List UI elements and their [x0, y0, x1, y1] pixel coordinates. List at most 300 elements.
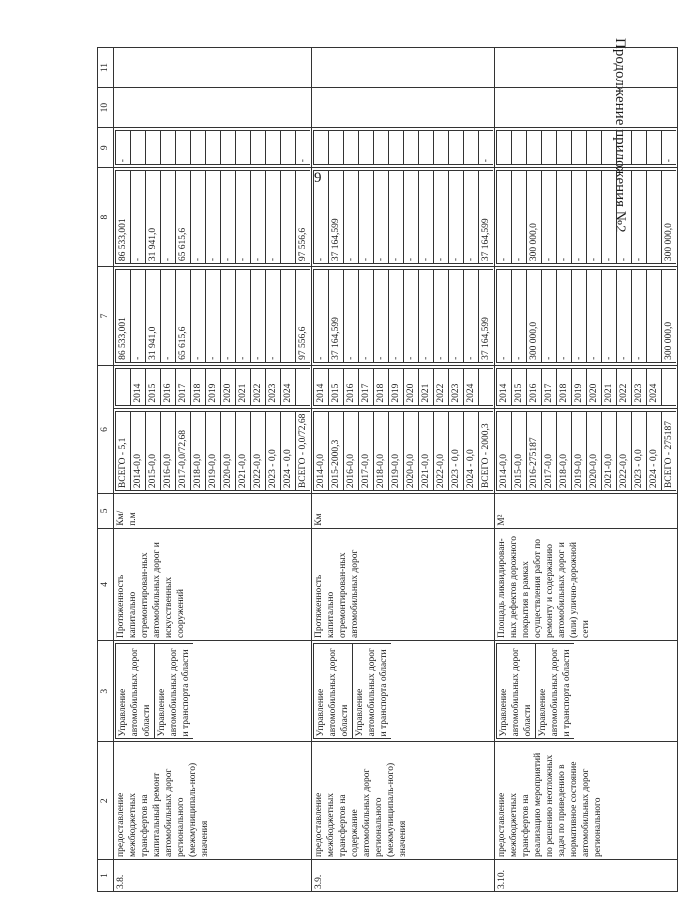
header-cell: 6 [98, 365, 114, 493]
list-row [542, 368, 557, 405]
financing-value: - [191, 270, 206, 363]
col9-value: - [116, 131, 131, 165]
list-row [557, 171, 572, 264]
header-cell: 5 [98, 494, 114, 529]
financing-value [647, 270, 662, 363]
col9-cell-list [496, 130, 676, 165]
indicator-text: Протяженность капитально отремонтирован-ных автомобильных дорог и искусственных сооружений [114, 528, 312, 640]
indicator-value: 2015-0,0 [512, 411, 527, 490]
list-row [146, 411, 161, 490]
executor-row [155, 643, 194, 738]
indicator-value: ВСЕГО - 0,0/72,68 [296, 411, 311, 490]
indicator-value: 2020-0,0 [221, 411, 236, 490]
list-row [419, 171, 434, 264]
col9-value [617, 131, 632, 165]
list-row [359, 171, 374, 264]
year-value: 2019 [572, 368, 587, 405]
year-value: 2015 [146, 368, 161, 405]
years-cell-list [496, 368, 676, 406]
financing-cell-list [496, 269, 676, 363]
list-row [464, 171, 479, 264]
list-row [389, 411, 404, 490]
col9-value [329, 131, 344, 165]
financing-cell [312, 267, 495, 366]
financing-value: - [572, 270, 587, 363]
list-row [191, 411, 206, 490]
col11-cell [495, 48, 678, 88]
header-cell: 2 [98, 742, 114, 860]
list-row [161, 270, 176, 363]
year-value: 2014 [131, 368, 146, 405]
list-row [236, 411, 251, 490]
list-row [497, 368, 512, 405]
list-row [527, 411, 542, 490]
list-row [146, 171, 161, 264]
list-row [617, 131, 632, 165]
executor-row [497, 643, 536, 738]
year-value: 2024 [647, 368, 662, 405]
financing-value: - [587, 171, 602, 264]
unit-text: М² [495, 494, 678, 529]
list-row [647, 368, 662, 405]
indicator-value: 2014-0,0 [497, 411, 512, 490]
col9-value [404, 131, 419, 165]
indicator-values-cell [114, 408, 312, 493]
list-row [344, 171, 359, 264]
financing-value: - [419, 171, 434, 264]
financing-value: - [449, 171, 464, 264]
table-row [495, 48, 678, 892]
list-row [161, 131, 176, 165]
financing-value: - [221, 171, 236, 264]
year-value [662, 368, 677, 405]
list-row [632, 171, 647, 264]
indicator-text: Протяженность капитально отремонтирован-ных автомобильных дорог [312, 528, 495, 640]
list-row [206, 270, 221, 363]
list-row [344, 270, 359, 363]
list-row [497, 411, 512, 490]
col9-value [557, 131, 572, 165]
list-row [389, 368, 404, 405]
activity-text: предоставление межбюджетных трансфертов на реализацию мероприятий по решению неотложных задач по приведению в нормативное состояние автомобильных дорог регионального [495, 742, 678, 860]
year-value: 2021 [602, 368, 617, 405]
financing-value [281, 270, 296, 363]
list-row [281, 131, 296, 165]
financing-cell-list [115, 269, 310, 363]
unit-text: Км/ п.м [114, 494, 312, 529]
financing-value [281, 171, 296, 264]
list-row [527, 270, 542, 363]
indicator-value: 2021-0,0 [419, 411, 434, 490]
financing-value: 86 533,001 [116, 270, 131, 363]
list-row [116, 368, 131, 405]
list-row [191, 368, 206, 405]
executors-list [496, 643, 574, 739]
year-value: 2021 [236, 368, 251, 405]
financing-value: - [512, 171, 527, 264]
col9-value [527, 131, 542, 165]
year-value: 2023 [632, 368, 647, 405]
list-row [266, 171, 281, 264]
header-cell: 8 [98, 168, 114, 267]
indicator-value: 2021-0,0 [236, 411, 251, 490]
col9-value [464, 131, 479, 165]
list-row [647, 411, 662, 490]
list-row [161, 411, 176, 490]
header-cell: 1 [98, 859, 114, 891]
continuation-text: Продолжение приложения №2 [612, 38, 628, 233]
financing-value: 97 556,6 [296, 270, 311, 363]
year-value: 2018 [557, 368, 572, 405]
year-value: 2016 [527, 368, 542, 405]
list-row [527, 131, 542, 165]
col9-cell [495, 128, 678, 168]
financing-value: - [221, 270, 236, 363]
years-cell-list [313, 368, 493, 406]
years-cell [114, 365, 312, 408]
list-row [131, 368, 146, 405]
indicator-value: ВСЕГО - 275187 [662, 411, 677, 490]
list-row [617, 368, 632, 405]
executors-cell [312, 640, 495, 741]
list-row [296, 131, 311, 165]
financing-cell-2 [495, 168, 678, 267]
list-row [176, 368, 191, 405]
list-row [329, 131, 344, 165]
financing-value: - [617, 171, 632, 264]
list-row [221, 131, 236, 165]
executor-row [536, 643, 575, 738]
col9-value [236, 131, 251, 165]
list-row [389, 131, 404, 165]
financing-cell-2-list [115, 170, 310, 264]
list-row [587, 411, 602, 490]
list-row [404, 368, 419, 405]
list-row [116, 171, 131, 264]
list-row [296, 368, 311, 405]
list-row [602, 411, 617, 490]
financing-value: - [497, 171, 512, 264]
list-row [464, 131, 479, 165]
financing-value: - [314, 270, 329, 363]
financing-value: 31 941,0 [146, 171, 161, 264]
list-row [236, 270, 251, 363]
indicator-value: ВСЕГО - 2000,3 [479, 411, 494, 490]
financing-value: - [236, 270, 251, 363]
year-value: 2024 [281, 368, 296, 405]
list-row [449, 411, 464, 490]
list-row [542, 411, 557, 490]
financing-value: - [374, 270, 389, 363]
list-row [374, 171, 389, 264]
financing-value: - [266, 171, 281, 264]
financing-value: - [557, 171, 572, 264]
list-row [176, 171, 191, 264]
list-row [296, 171, 311, 264]
indicator-value: 2023 - 0,0 [266, 411, 281, 490]
financing-value: 65 615,6 [176, 171, 191, 264]
appendix-table [97, 47, 678, 892]
indicator-value: 2022-0,0 [617, 411, 632, 490]
indicator-text: Площадь ликвидирован-ных дефектов дорожного покрытия в рамках осуществления работ по ремонту и содержанию автомобильных дорог и (или) улично-дорожной сети [495, 528, 678, 640]
list-row [512, 270, 527, 363]
list-row [359, 368, 374, 405]
financing-value: - [434, 270, 449, 363]
year-value: 2022 [434, 368, 449, 405]
col9-value [434, 131, 449, 165]
year-value: 2015 [329, 368, 344, 405]
list-row [542, 171, 557, 264]
financing-value: - [131, 171, 146, 264]
year-value: 2024 [464, 368, 479, 405]
list-row [314, 270, 329, 363]
list-row [479, 131, 494, 165]
financing-value: - [314, 171, 329, 264]
financing-value: - [251, 270, 266, 363]
year-value: 2023 [266, 368, 281, 405]
financing-value: 97 556,6 [296, 171, 311, 264]
col9-cell [312, 128, 495, 168]
list-row [632, 411, 647, 490]
year-value: 2020 [221, 368, 236, 405]
col9-value [572, 131, 587, 165]
list-row [662, 171, 677, 264]
financing-value: 300 000,0 [662, 171, 677, 264]
list-row [497, 171, 512, 264]
financing-value: - [617, 270, 632, 363]
list-row [512, 368, 527, 405]
list-row [572, 131, 587, 165]
financing-value: - [542, 270, 557, 363]
list-row [314, 131, 329, 165]
year-value: 2017 [542, 368, 557, 405]
indicator-values-cell [495, 408, 678, 493]
list-row [497, 131, 512, 165]
indicator-value: 2019-0,0 [572, 411, 587, 490]
list-row [281, 270, 296, 363]
header-cell: 9 [98, 128, 114, 168]
list-row [221, 171, 236, 264]
executors-list [115, 643, 193, 739]
col10-cell [114, 88, 312, 128]
list-row [116, 411, 131, 490]
indicator-value: 2018-0,0 [374, 411, 389, 490]
list-row [251, 368, 266, 405]
indicator-value: 2020-0,0 [587, 411, 602, 490]
year-value: 2023 [449, 368, 464, 405]
financing-value: - [587, 270, 602, 363]
list-row [191, 270, 206, 363]
header-cell: 7 [98, 267, 114, 366]
list-row [632, 270, 647, 363]
list-row [662, 368, 677, 405]
indicator-value: 2014-0,0 [314, 411, 329, 490]
list-row [146, 270, 161, 363]
list-row [251, 171, 266, 264]
indicator-value: 2019-0,0 [389, 411, 404, 490]
list-row [236, 368, 251, 405]
year-value: 2019 [389, 368, 404, 405]
table-row [312, 48, 495, 892]
financing-value: - [602, 171, 617, 264]
list-row [344, 368, 359, 405]
financing-value: - [572, 171, 587, 264]
table-row [114, 48, 312, 892]
financing-value: - [434, 171, 449, 264]
financing-value: - [464, 171, 479, 264]
list-row [527, 368, 542, 405]
col9-value: - [662, 131, 677, 165]
executors-list [313, 643, 391, 739]
financing-cell-2 [312, 168, 495, 267]
list-row [542, 131, 557, 165]
col9-value [587, 131, 602, 165]
indicator-value: ВСЕГО - 5,1 [116, 411, 131, 490]
col9-value [131, 131, 146, 165]
list-row [131, 411, 146, 490]
list-row [404, 270, 419, 363]
table-body [114, 48, 678, 892]
list-row [572, 368, 587, 405]
financing-value: - [389, 270, 404, 363]
col9-cell-list [115, 130, 310, 165]
financing-value: - [374, 171, 389, 264]
financing-value: 37 164,599 [329, 171, 344, 264]
list-row [344, 411, 359, 490]
header-cell: 11 [98, 48, 114, 88]
financing-value: - [266, 270, 281, 363]
list-row [314, 411, 329, 490]
executor-name: Управление автомобильных дорог и транспорта области [536, 643, 575, 738]
list-row [281, 171, 296, 264]
list-row [464, 411, 479, 490]
list-row [329, 171, 344, 264]
list-row [632, 368, 647, 405]
list-row [176, 411, 191, 490]
financing-value: - [344, 171, 359, 264]
list-row [359, 270, 374, 363]
list-row [419, 368, 434, 405]
list-row [602, 270, 617, 363]
financing-value: - [206, 270, 221, 363]
financing-value: - [161, 171, 176, 264]
financing-value: - [632, 270, 647, 363]
list-row [221, 270, 236, 363]
financing-value: - [542, 171, 557, 264]
financing-value: 300 000,0 [662, 270, 677, 363]
indicator-value: 2015-0,0 [146, 411, 161, 490]
list-row [434, 131, 449, 165]
col11-cell [114, 48, 312, 88]
indicator-value: 2017-0,0/72,68 [176, 411, 191, 490]
executor-name: Управление автомобильных дорог области [497, 643, 536, 738]
list-row [602, 171, 617, 264]
list-row [266, 368, 281, 405]
financing-value: 86 533,001 [116, 171, 131, 264]
financing-value: - [131, 270, 146, 363]
list-row [434, 270, 449, 363]
indicator-value: 2015-2000,3 [329, 411, 344, 490]
list-row [329, 368, 344, 405]
activity-text: предоставление межбюджетных трансфертов на капитальный ремонт автомобильных дорог регионального (межмуниципаль-ного) значения [114, 742, 312, 860]
col9-cell [114, 128, 312, 168]
financing-value: - [359, 270, 374, 363]
list-row [161, 171, 176, 264]
list-row [314, 171, 329, 264]
page-number: 9 [314, 170, 322, 186]
year-value: 2016 [344, 368, 359, 405]
financing-value: - [602, 270, 617, 363]
col9-value [602, 131, 617, 165]
list-row [479, 171, 494, 264]
col9-value [419, 131, 434, 165]
list-row [419, 411, 434, 490]
col9-value [359, 131, 374, 165]
year-value: 2022 [251, 368, 266, 405]
list-row [434, 411, 449, 490]
list-row [479, 368, 494, 405]
years-cell-list [115, 368, 310, 406]
header-cell: 4 [98, 528, 114, 640]
col9-value [389, 131, 404, 165]
list-row [527, 171, 542, 264]
row-number: 3.10. [495, 859, 678, 891]
col9-value: - [296, 131, 311, 165]
unit-text: Км [312, 494, 495, 529]
list-row [617, 270, 632, 363]
list-row [434, 368, 449, 405]
list-row [116, 131, 131, 165]
indicator-value: 2024 - 0,0 [464, 411, 479, 490]
years-cell [495, 365, 678, 408]
financing-value: 37 164,599 [479, 270, 494, 363]
list-row [314, 368, 329, 405]
list-row [146, 368, 161, 405]
indicator-value: 2019-0,0 [206, 411, 221, 490]
indicator-value: 2024 - 0,0 [281, 411, 296, 490]
year-value: 2020 [587, 368, 602, 405]
list-row [296, 270, 311, 363]
list-row [206, 411, 221, 490]
list-row [266, 270, 281, 363]
executors-cell [114, 640, 312, 741]
list-row [647, 270, 662, 363]
indicator-value: 2016-0,0 [161, 411, 176, 490]
indicator-value: 2018-0,0 [191, 411, 206, 490]
year-value: 2017 [359, 368, 374, 405]
list-row [497, 270, 512, 363]
indicator-value: 2023 - 0,0 [449, 411, 464, 490]
list-row [602, 368, 617, 405]
executors-cell [495, 640, 678, 741]
executor-name: Управление автомобильных дорог и транспорта области [353, 643, 392, 738]
indicator-value: 2016-275187 [527, 411, 542, 490]
col9-value [344, 131, 359, 165]
financing-cell [114, 267, 312, 366]
list-row [296, 411, 311, 490]
financing-value: - [404, 270, 419, 363]
indicator-value: 2018-0,0 [557, 411, 572, 490]
list-row [617, 411, 632, 490]
col9-value [647, 131, 662, 165]
indicator-value: 2021-0,0 [602, 411, 617, 490]
list-row [374, 131, 389, 165]
year-value: 2018 [191, 368, 206, 405]
financing-value: - [389, 171, 404, 264]
list-row [557, 270, 572, 363]
list-row [374, 411, 389, 490]
list-row [449, 368, 464, 405]
